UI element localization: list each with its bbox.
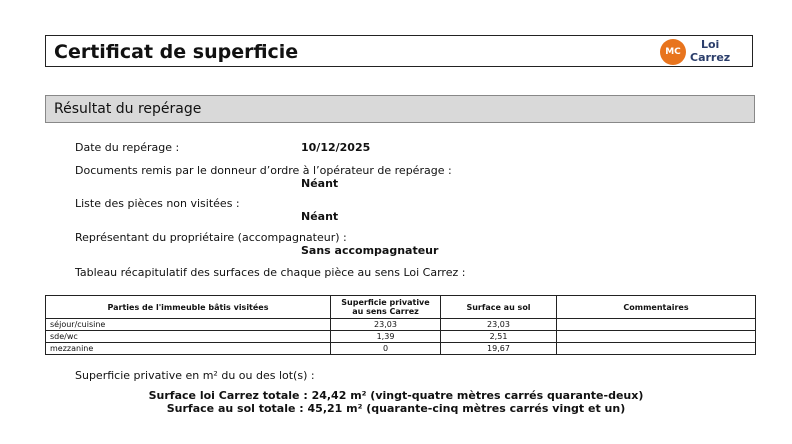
section-title: Résultat du repérage <box>54 101 202 117</box>
room-name: mezzanine <box>46 343 331 355</box>
header-comments: Commentaires <box>557 296 756 319</box>
documents-label: Documents remis par le donneur d’ordre à l’opérateur de repérage : <box>75 164 452 177</box>
loi-carrez-logo <box>660 38 742 66</box>
representative-value: Sans accompagnateur <box>301 244 439 257</box>
page-title: Certificat de superficie <box>54 41 299 63</box>
sol-value: 19,67 <box>441 343 557 355</box>
logo-text <box>690 38 730 64</box>
table-row <box>46 331 756 343</box>
room-name: séjour/cuisine <box>46 319 331 331</box>
header-rooms: Parties de l'immeuble bâtis visitées <box>46 296 331 319</box>
logo-mark-icon: MC <box>660 39 686 65</box>
header-sol: Surface au sol <box>441 296 557 319</box>
room-name: sde/wc <box>46 331 331 343</box>
comment-cell <box>557 319 756 331</box>
carrez-total: Surface loi Carrez totale : 24,42 m² (vingt-quatre mètres carrés quarante-deux) <box>148 389 644 402</box>
carrez-value: 1,39 <box>331 331 441 343</box>
certificate-title-box <box>45 35 753 67</box>
comment-cell <box>557 331 756 343</box>
unvisited-rooms-value: Néant <box>301 210 339 223</box>
carrez-value: 0 <box>331 343 441 355</box>
documents-value: Néant <box>301 177 339 190</box>
sol-value: 2,51 <box>441 331 557 343</box>
surface-table <box>45 295 756 355</box>
table-intro: Tableau récapitulatif des surfaces de chaque pièce au sens Loi Carrez : <box>75 266 466 279</box>
header-carrez: Superficie privative au sens Carrez <box>331 296 441 319</box>
logo-line-2: Carrez <box>690 51 731 64</box>
sol-total: Surface au sol totale : 45,21 m² (quarante-cinq mètres carrés vingt et un) <box>166 402 626 415</box>
date-label: Date du repérage : <box>75 141 180 154</box>
table-row <box>46 343 756 355</box>
date-value: 10/12/2025 <box>301 141 371 154</box>
representative-label: Représentant du propriétaire (accompagnateur) : <box>75 231 347 244</box>
carrez-value: 23,03 <box>331 319 441 331</box>
unvisited-rooms-label: Liste des pièces non visitées : <box>75 197 240 210</box>
section-header <box>45 95 755 123</box>
summary-label: Superficie privative en m² du ou des lot(s) : <box>75 369 315 382</box>
comment-cell <box>557 343 756 355</box>
table-header-row <box>46 296 756 319</box>
sol-value: 23,03 <box>441 319 557 331</box>
logo-line-1: Loi <box>700 38 720 51</box>
table-row <box>46 319 756 331</box>
